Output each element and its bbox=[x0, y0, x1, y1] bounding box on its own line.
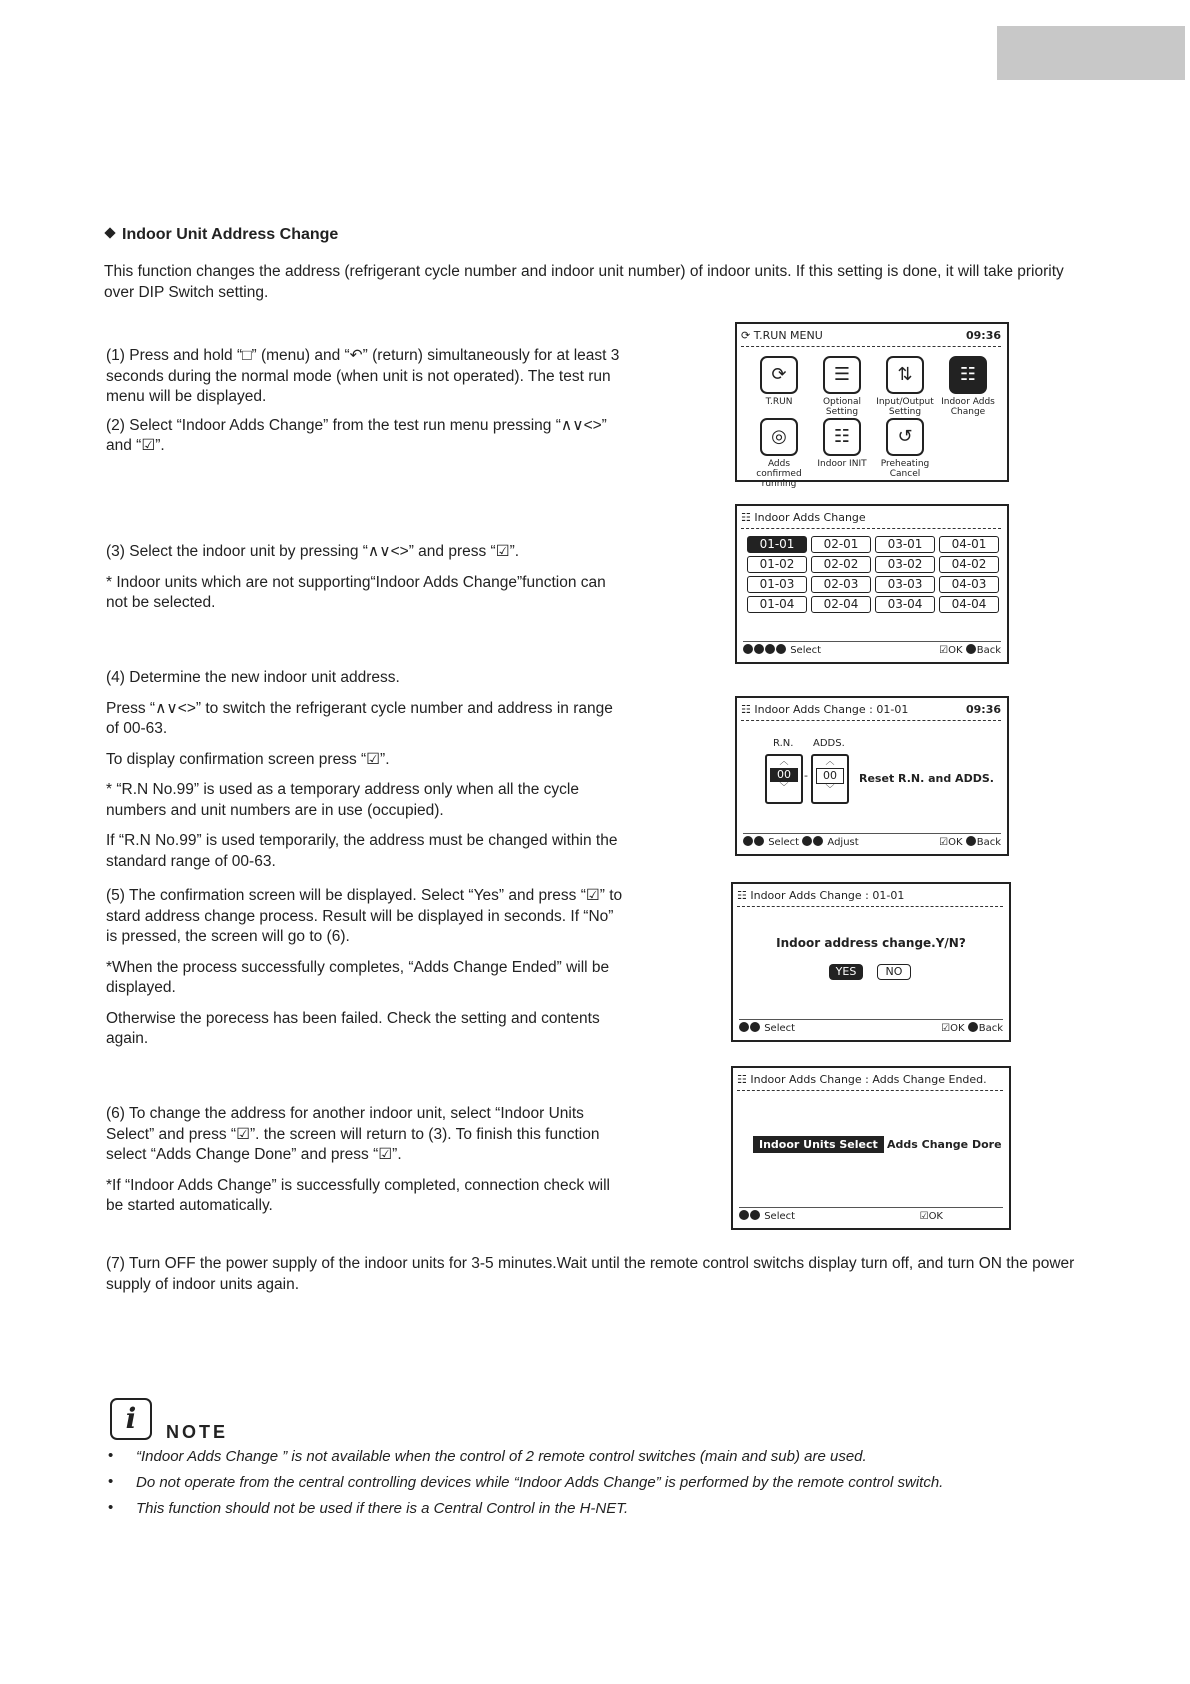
chevron-down-icon[interactable]: ﹀ bbox=[825, 785, 835, 795]
menu-item-input-output-setting[interactable]: ⇅ Input/Output Setting bbox=[873, 356, 937, 417]
screen-title-bar: ☷ Indoor Adds Change : 01-01 bbox=[737, 886, 1003, 907]
screen-change-ended bbox=[731, 1066, 1011, 1230]
adds-label: ADDS. bbox=[813, 738, 845, 749]
unit-cell[interactable]: 01-03 bbox=[747, 576, 807, 593]
adds-stepper[interactable] bbox=[811, 754, 849, 804]
confirm-question: Indoor address change.Y/N? bbox=[776, 936, 966, 950]
arrow-button-icon bbox=[813, 836, 823, 846]
info-icon: i bbox=[110, 1398, 152, 1440]
screen-title-bar: ⟳ T.RUN MENU 09:36 bbox=[741, 326, 1001, 347]
unit-cell[interactable]: 04-01 bbox=[939, 536, 999, 553]
chevron-down-icon[interactable]: ﹀ bbox=[779, 783, 789, 793]
check-icon: ☑ bbox=[939, 645, 949, 656]
arrow-button-icon bbox=[750, 1210, 760, 1220]
screen-footer: Select ☑OK bbox=[739, 1207, 1003, 1226]
unit-cell[interactable]: 02-02 bbox=[811, 556, 871, 573]
network-icon: ☷ bbox=[737, 1073, 751, 1086]
unit-cell[interactable]: 04-03 bbox=[939, 576, 999, 593]
rn-stepper[interactable] bbox=[765, 754, 803, 804]
yes-button[interactable]: YES bbox=[829, 964, 863, 980]
menu-item-indoor-adds-change[interactable]: ☷ Indoor Adds Change bbox=[936, 356, 1000, 417]
diamond-bullet-icon bbox=[104, 227, 115, 238]
arrow-button-icon bbox=[750, 1022, 760, 1032]
chevron-up-icon[interactable]: ︿ bbox=[825, 757, 835, 767]
unit-cell[interactable]: 02-01 bbox=[811, 536, 871, 553]
screen-unit-select bbox=[735, 504, 1009, 664]
step-7: (7) Turn OFF the power supply of the indoor units for 3-5 minutes.Wait until the remote control switchs display turn off, and turn ON the power supply of indoor units again. bbox=[106, 1255, 1075, 1293]
check-icon: ☑ bbox=[939, 837, 949, 848]
rn-value: 00 bbox=[770, 768, 798, 782]
arrow-button-icon bbox=[754, 644, 764, 654]
arrow-button-icon bbox=[743, 644, 753, 654]
adds-value: 00 bbox=[816, 768, 844, 784]
step-4: (4) Determine the new indoor unit address. Press “∧∨<>” to switch the refrigerant cycle number and address in range of 00-63. To display confirmation screen press “☑”. * “R.N No.99” is used as a temporary address only when all the cycle numbers and unit numbers are in use (occupied). If “R.N No.99” is used temporarily, the address must be changed within the standard range of 00-63. bbox=[106, 669, 618, 870]
screen-address-adjust bbox=[735, 696, 1009, 856]
unit-cell[interactable]: 02-03 bbox=[811, 576, 871, 593]
section-intro: This function changes the address (refrigerant cycle number and indoor unit number) of indoor units. If this setting is done, it will take priority over DIP Switch setting. bbox=[104, 263, 1064, 301]
arrow-button-icon bbox=[776, 644, 786, 654]
chevron-up-icon[interactable]: ︿ bbox=[779, 757, 789, 767]
rn-label: R.N. bbox=[773, 738, 794, 749]
unit-cell[interactable]: 04-04 bbox=[939, 596, 999, 613]
separator-dash: - bbox=[804, 769, 808, 782]
menu-item-adds-confirmed-running[interactable]: ◎ Adds confirmed running bbox=[747, 418, 811, 489]
init-network-icon: ☷ bbox=[823, 418, 861, 456]
note-item: This function should not be used if there is a Central Control in the H-NET. bbox=[136, 1500, 629, 1517]
unit-cell[interactable]: 03-04 bbox=[875, 596, 935, 613]
check-icon: ☑ bbox=[941, 1023, 951, 1034]
screen-title-bar: ☷ Indoor Adds Change : 01-01 09:36 bbox=[741, 700, 1001, 721]
back-icon bbox=[968, 1022, 978, 1032]
network-icon: ☷ bbox=[741, 703, 755, 716]
menu-item-optional-setting[interactable]: ☰ Optional Setting bbox=[810, 356, 874, 417]
input-output-icon: ⇅ bbox=[886, 356, 924, 394]
location-pin-icon: ◎ bbox=[760, 418, 798, 456]
menu-item-preheating-cancel[interactable]: ↺ Preheating Cancel bbox=[873, 418, 937, 479]
menu-item-trun[interactable]: ⟳ T.RUN bbox=[747, 356, 811, 407]
arrow-button-icon bbox=[802, 836, 812, 846]
screen-footer: Select ☑OK Back bbox=[743, 641, 1001, 660]
step-6: (6) To change the address for another indoor unit, select “Indoor Units Select” and press “☑”. the screen will return to (3). To finish this function select “Adds Change Done” and press “☑”. *If “Indoor Adds Change” is successfully completed, connection check will be started automatically. bbox=[106, 1105, 610, 1214]
screen-footer: Select Adjust ☑OK Back bbox=[743, 833, 1001, 852]
adds-change-done-button[interactable]: Adds Change Dore bbox=[887, 1138, 1002, 1151]
arrow-button-icon bbox=[743, 836, 753, 846]
preheating-icon: ↺ bbox=[886, 418, 924, 456]
page-tab bbox=[997, 26, 1185, 80]
arrow-button-icon bbox=[739, 1210, 749, 1220]
note-item: “Indoor Adds Change ” is not available when the control of 2 remote control switches (main and sub) are used. bbox=[136, 1448, 867, 1465]
note-item: Do not operate from the central controlling devices while “Indoor Adds Change” is performed by the remote control switch. bbox=[136, 1474, 944, 1491]
bullet-icon: • bbox=[108, 1447, 114, 1464]
screen-title-bar: ☷ Indoor Adds Change bbox=[741, 508, 1001, 529]
unit-cell[interactable]: 01-01 bbox=[747, 536, 807, 553]
no-button[interactable]: NO bbox=[877, 964, 911, 980]
note-label: NOTE bbox=[166, 1422, 229, 1442]
arrow-button-icon bbox=[739, 1022, 749, 1032]
indoor-units-select-button[interactable]: Indoor Units Select bbox=[753, 1136, 884, 1153]
screen-trun-menu bbox=[735, 322, 1009, 489]
unit-cell[interactable]: 04-02 bbox=[939, 556, 999, 573]
step-1: (1) Press and hold “□” (menu) and “↶” (return) simultaneously for at least 3 seconds during the normal mode (when unit is not operated). The test run menu will be displayed. (2) Select “Indoor Adds Change” from the test run menu pressing “∧∨<>” and “☑”. bbox=[106, 347, 620, 454]
unit-cell[interactable]: 03-02 bbox=[875, 556, 935, 573]
screen-title-bar: ☷ Indoor Adds Change : Adds Change Ended. bbox=[737, 1070, 1003, 1091]
arrow-button-icon bbox=[765, 644, 775, 654]
bullet-icon: • bbox=[108, 1499, 114, 1516]
trun-icon: ⟳ bbox=[760, 356, 798, 394]
arrow-button-icon bbox=[754, 836, 764, 846]
check-icon: ☑ bbox=[919, 1211, 929, 1222]
refresh-icon: ⟳ bbox=[741, 329, 754, 342]
section-heading: Indoor Unit Address Change bbox=[104, 226, 338, 244]
reset-button[interactable]: Reset R.N. and ADDS. bbox=[859, 772, 994, 785]
bullet-icon: • bbox=[108, 1473, 114, 1490]
back-icon bbox=[966, 644, 976, 654]
screen-footer: Select ☑OK Back bbox=[739, 1019, 1003, 1038]
screen-confirmation bbox=[731, 882, 1011, 1042]
network-icon: ☷ bbox=[949, 356, 987, 394]
unit-cell[interactable]: 03-03 bbox=[875, 576, 935, 593]
unit-cell[interactable]: 01-04 bbox=[747, 596, 807, 613]
step-5: (5) The confirmation screen will be displayed. Select “Yes” and press “☑” to stard address change process. Result will be displayed in seconds. If “No” is pressed, the screen will go to (6). *When the process successfully completes, “Adds Change Ended” will be displayed. Otherwise the porecess has been failed. Check the setting and contents again. bbox=[106, 887, 623, 1047]
step-3: (3) Select the indoor unit by pressing “∧∨<>” and press “☑”. * Indoor units which are not supporting“Indoor Adds Change”function can not be selected. bbox=[106, 543, 606, 611]
network-icon: ☷ bbox=[737, 889, 751, 902]
menu-item-indoor-init[interactable]: ☷ Indoor INIT bbox=[810, 418, 874, 469]
back-icon bbox=[966, 836, 976, 846]
unit-cell[interactable]: 03-01 bbox=[875, 536, 935, 553]
network-icon: ☷ bbox=[741, 511, 755, 524]
settings-icon: ☰ bbox=[823, 356, 861, 394]
unit-cell[interactable]: 01-02 bbox=[747, 556, 807, 573]
unit-cell[interactable]: 02-04 bbox=[811, 596, 871, 613]
